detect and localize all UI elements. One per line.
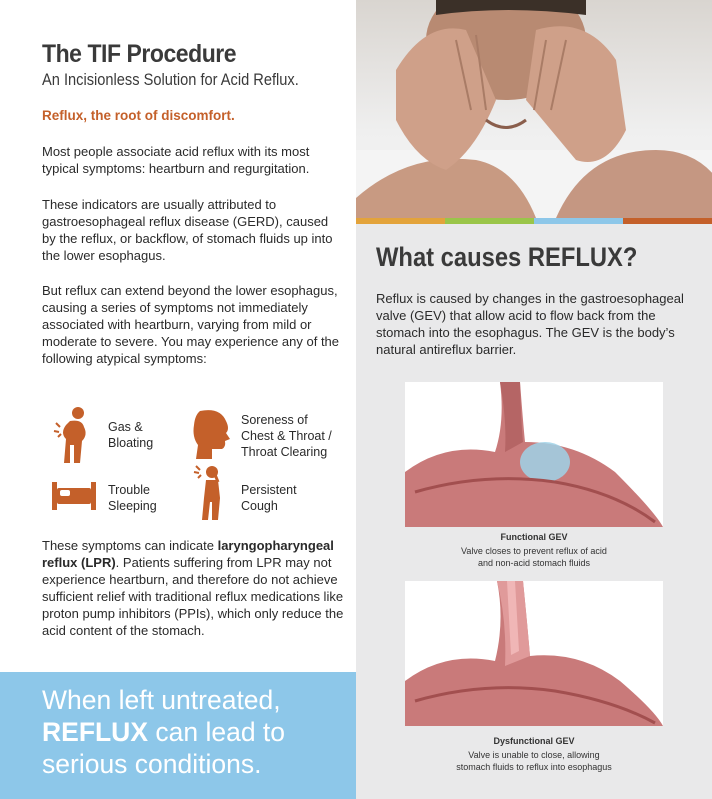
stripe-segment	[445, 218, 534, 224]
banner-line-text: can lead to	[148, 717, 286, 747]
banner-text	[42, 684, 352, 780]
stripe-segment	[623, 218, 712, 224]
reflux-heading: What causes REFLUX?	[376, 242, 638, 272]
coughing-person-icon	[192, 462, 232, 522]
atypical-paragraph: But reflux can extend beyond the lower esophagus, causing a series of symptoms not immediately associated with heartburn, varying from mild or moderate to severe. You may experience any of the following atypical symptoms:	[42, 283, 340, 366]
intro-paragraph: Most people associate acid reflux with its most typical symptoms: heartburn and regurgitation.	[42, 144, 310, 176]
hero-photo	[356, 0, 712, 218]
page-title: The TIF Procedure	[42, 40, 237, 68]
lpr-text: These symptoms can indicate	[42, 538, 218, 553]
bloating-person-icon	[52, 405, 98, 465]
symptom-label: Soreness of	[241, 413, 308, 427]
banner-line: serious conditions.	[42, 749, 262, 779]
caption-line: stomach fluids to reflux into esophagus	[456, 762, 612, 772]
dysfunctional-gev-figure	[405, 581, 663, 726]
banner-line	[42, 716, 352, 748]
symptom-trouble-sleeping	[108, 482, 157, 514]
color-stripe	[356, 218, 712, 224]
gerd-paragraph: These indicators are usually attributed to gastroesophageal reflux disease (GERD), caused by the reflux, or backflow, of stomach fluids up into the lower esophagus.	[42, 197, 333, 263]
symptom-label: Throat Clearing	[241, 445, 328, 459]
section-heading: Reflux, the root of discomfort.	[42, 108, 235, 123]
functional-gev-figure	[405, 382, 663, 527]
stomach-illustration	[405, 581, 663, 726]
dysfunctional-gev-title: Dysfunctional GEV	[493, 736, 575, 746]
page-subtitle: An Incisionless Solution for Acid Reflux.	[42, 70, 299, 89]
caption-line: Valve closes to prevent reflux of acid	[461, 546, 607, 556]
banner-line: When left untreated,	[42, 685, 281, 715]
banner-emphasis: REFLUX	[42, 717, 148, 747]
functional-gev-title: Functional GEV	[500, 532, 568, 542]
symptom-gas-bloating	[108, 419, 153, 451]
symptom-label: Cough	[241, 499, 278, 513]
symptom-label: Chest & Throat /	[241, 429, 332, 443]
lpr-term: laryngopharyngeal reflux (LPR)	[42, 538, 334, 570]
bed-icon	[50, 478, 98, 512]
symptom-label: Sleeping	[108, 499, 157, 513]
symptom-persistent-cough	[241, 482, 297, 514]
functional-gev-caption	[405, 545, 663, 569]
symptom-label: Trouble	[108, 483, 150, 497]
symptom-label: Bloating	[108, 436, 154, 450]
man-with-hands-on-face-image	[356, 0, 712, 218]
reflux-explanation: Reflux is caused by changes in the gastroesophageal valve (GEV) that allow acid to flow back from the stomach into the esophagus. The GEV is the body’s natural antireflux barrier.	[376, 291, 684, 357]
head-profile-icon	[190, 407, 234, 459]
stomach-illustration	[405, 382, 663, 527]
symptom-label: Persistent	[241, 483, 297, 497]
dysfunctional-gev-caption	[405, 749, 663, 773]
symptom-label: Gas &	[108, 420, 143, 434]
caption-line: and non-acid stomach fluids	[477, 558, 591, 568]
symptom-soreness	[241, 412, 332, 460]
stripe-segment	[356, 218, 445, 224]
lpr-text: . Patients suffering from LPR may not experience heartburn, and therefore do not achieve sufficient relief with traditional reflux medications like proton pump inhibitors (PPIs), which only reduce the acid content of the stomach.	[42, 555, 344, 638]
stripe-segment	[534, 218, 623, 224]
lpr-paragraph	[42, 537, 347, 639]
caption-line: Valve is unable to close, allowing	[468, 750, 600, 760]
